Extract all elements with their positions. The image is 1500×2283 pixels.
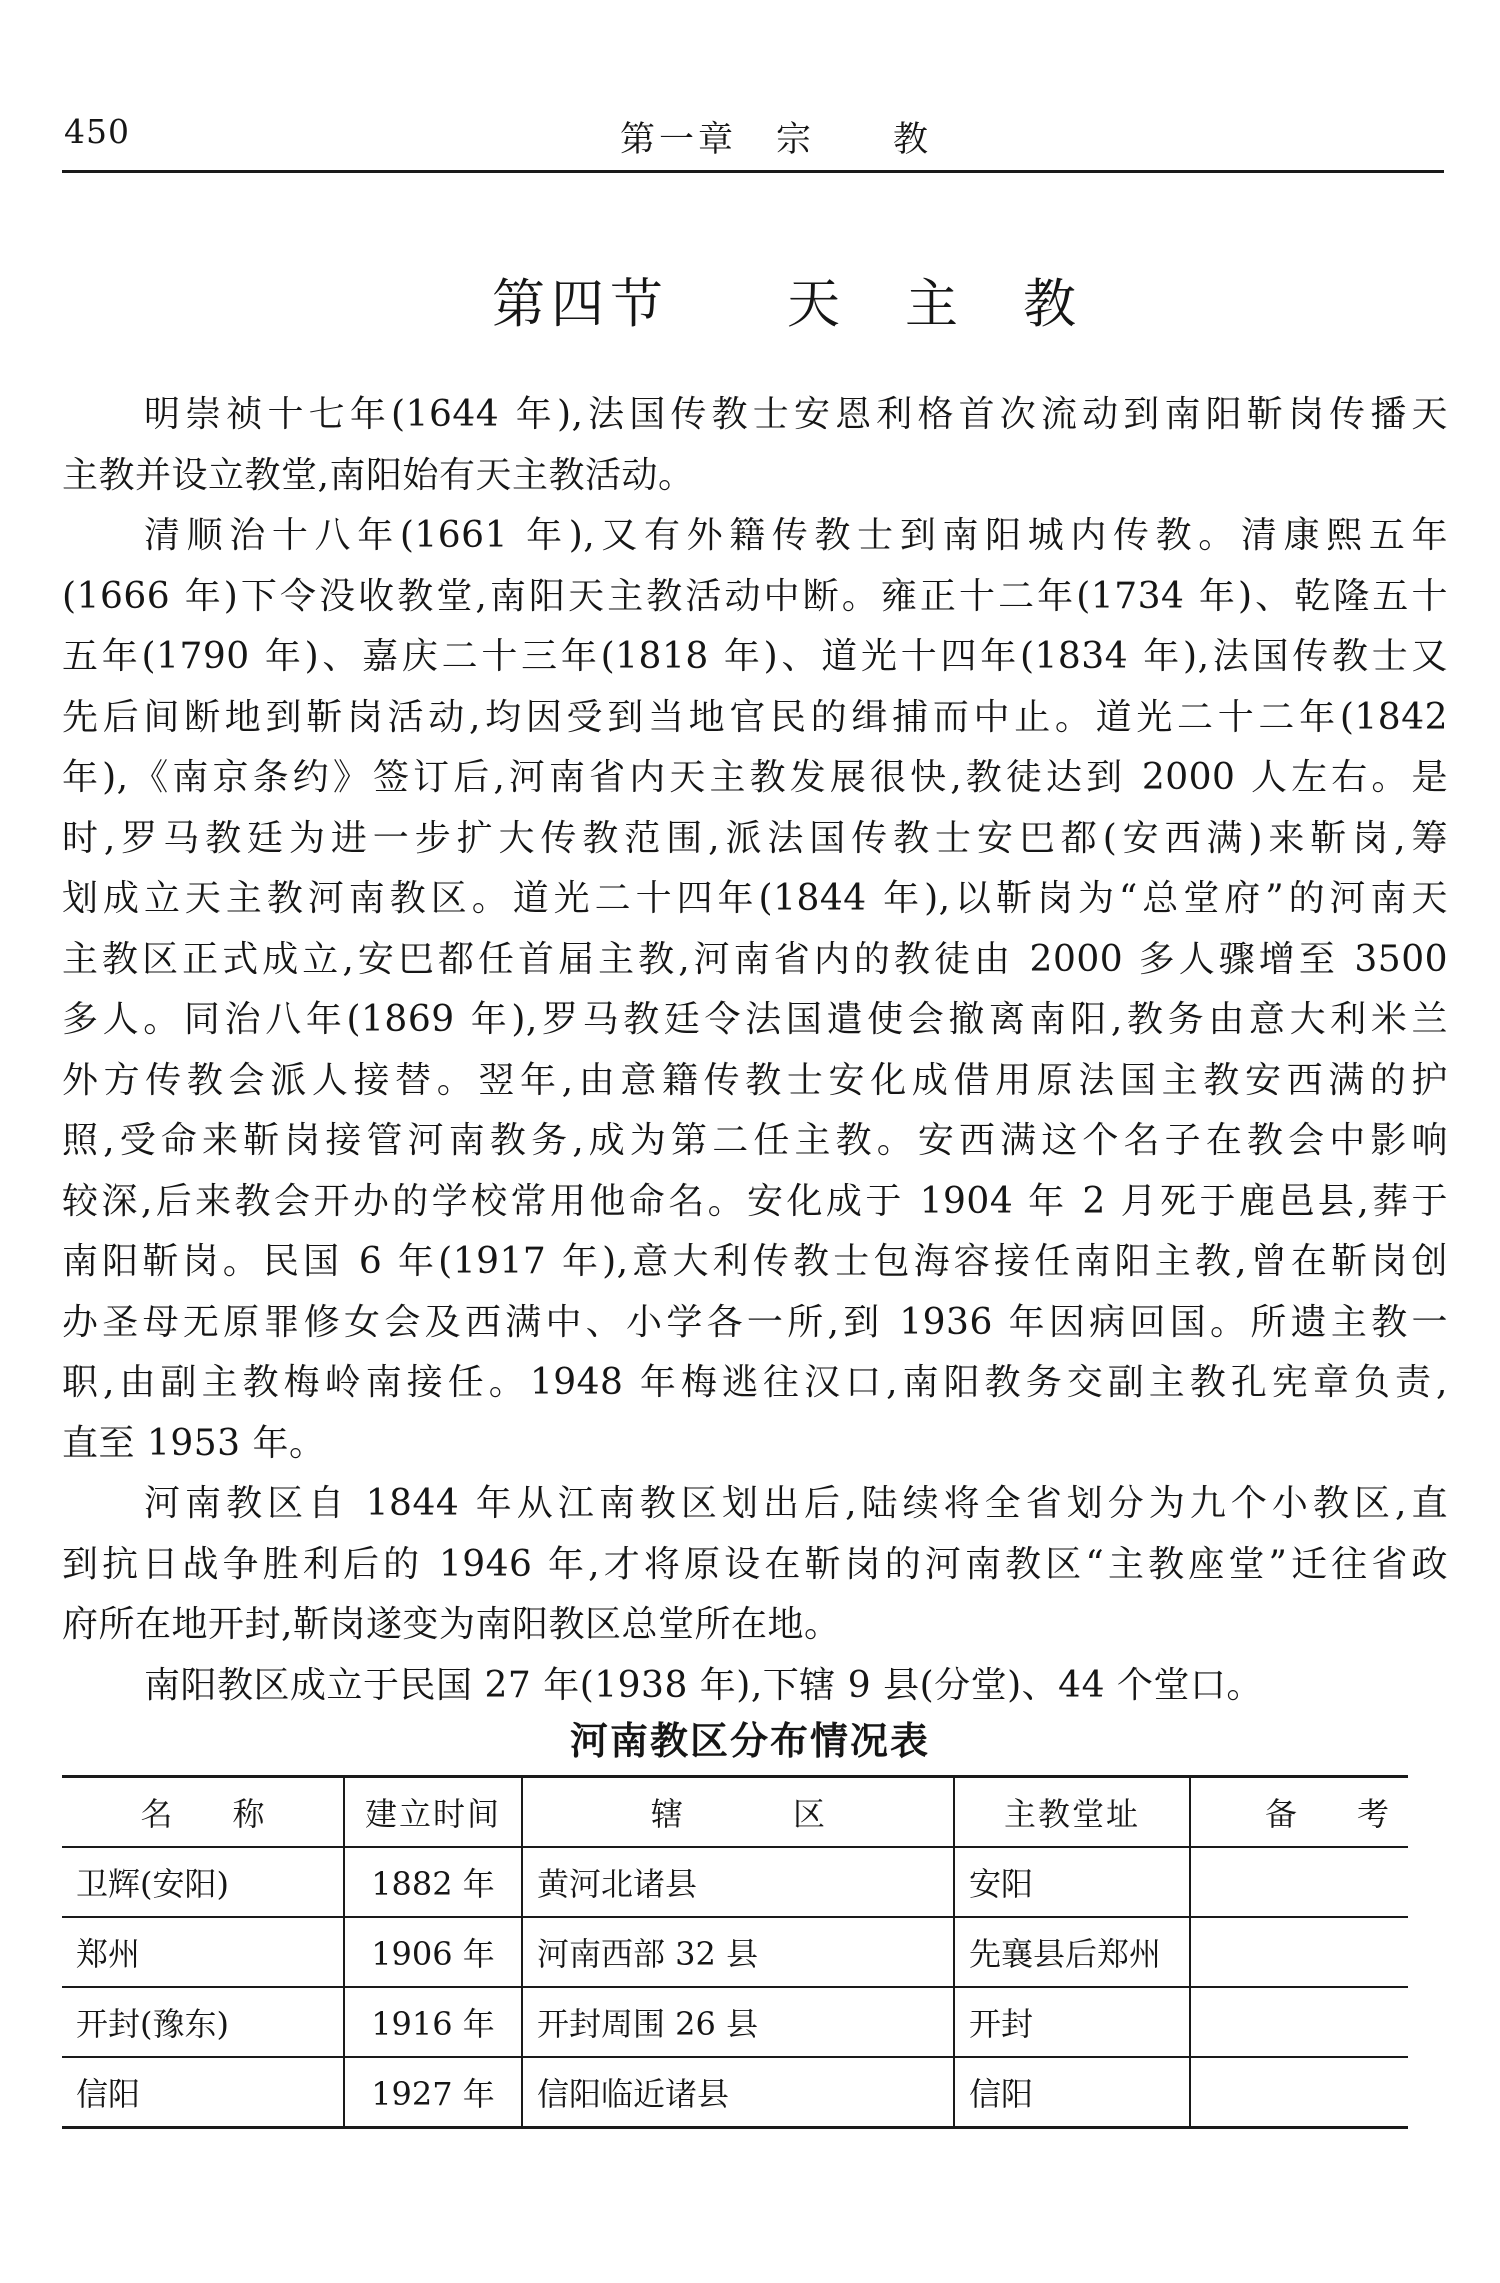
table-cell: 信阳临近诸县 bbox=[522, 2057, 954, 2128]
paragraph-1 bbox=[62, 385, 1448, 506]
table-cell: 开封 bbox=[954, 1987, 1190, 2057]
text-line: 外方传教会派人接替。翌年,由意籍传教士安化成借用原法国主教安西满的护 bbox=[62, 1059, 1448, 1101]
text-line: 南阳教区成立于民国 27 年(1938 年),下辖 9 县(分堂)、44 个堂口。 bbox=[144, 1664, 1263, 1706]
table-row bbox=[62, 1917, 1408, 1987]
text-line: 清顺治十八年(1661 年),又有外籍传教士到南阳城内传教。清康熙五年 bbox=[144, 515, 1448, 556]
text-line: 明崇祯十七年(1644 年),法国传教士安恩利格首次流动到南阳靳岗传播天 bbox=[144, 394, 1448, 435]
text-line: 主教区正式成立,安巴都任首届主教,河南省内的教徒由 2000 多人骤增至 3500 bbox=[62, 938, 1448, 980]
table-cell: 卫辉(安阳) bbox=[62, 1847, 344, 1917]
table-cell bbox=[1190, 2057, 1408, 2128]
section-title: 第四节 天 主 教 bbox=[492, 274, 1082, 335]
text-line: 职,由副主教梅岭南接任。1948 年梅逃往汉口,南阳教务交副主教孔宪章负责, bbox=[62, 1362, 1448, 1403]
paragraph-4 bbox=[62, 1656, 1448, 1717]
table-cell: 信阳 bbox=[954, 2057, 1190, 2128]
header-rule bbox=[62, 170, 1444, 173]
table-cell: 河南西部 32 县 bbox=[522, 1917, 954, 1987]
text-line: 较深,后来教会开办的学校常用他命名。安化成于 1904 年 2 月死于鹿邑县,葬于 bbox=[62, 1180, 1448, 1222]
text-line: 划成立天主教河南教区。道光二十四年(1844 年),以靳岗为“总堂府”的河南天 bbox=[62, 878, 1448, 919]
table-cell: 信阳 bbox=[62, 2057, 344, 2128]
text-line: 照,受命来靳岗接管河南教务,成为第二任主教。安西满这个名子在教会中影响 bbox=[62, 1120, 1448, 1161]
table-cell: 黄河北诸县 bbox=[522, 1847, 954, 1917]
table-cell: 郑州 bbox=[62, 1917, 344, 1987]
table-header-row bbox=[62, 1777, 1408, 1848]
table-cell bbox=[1190, 1987, 1408, 2057]
text-line: 府所在地开封,靳岗遂变为南阳教区总堂所在地。 bbox=[62, 1604, 841, 1645]
paragraph-2 bbox=[62, 506, 1448, 1474]
column-header-remarks: 备考 bbox=[1190, 1777, 1408, 1848]
column-header-cathedral-site: 主教堂址 bbox=[954, 1777, 1190, 1848]
table-row bbox=[62, 1987, 1408, 2057]
table-cell bbox=[1190, 1917, 1408, 1987]
text-line: 年),《南京条约》签订后,河南省内天主教发展很快,教徒达到 2000 人左右。是 bbox=[62, 757, 1448, 798]
page-number: 450 bbox=[64, 112, 130, 151]
table-cell: 1916 年 bbox=[344, 1987, 522, 2057]
paragraph-3 bbox=[62, 1474, 1448, 1656]
body-text bbox=[62, 385, 1448, 1716]
table-title: 河南教区分布情况表 bbox=[569, 1719, 930, 1763]
table-row bbox=[62, 2057, 1408, 2128]
diocese-table bbox=[62, 1775, 1450, 2129]
table-cell: 1927 年 bbox=[344, 2057, 522, 2128]
text-line: 办圣母无原罪修女会及西满中、小学各一所,到 1936 年因病回国。所遗主教一 bbox=[62, 1301, 1448, 1343]
table-cell: 1906 年 bbox=[344, 1917, 522, 1987]
column-header-name: 名称 bbox=[62, 1777, 344, 1848]
text-line: 直至 1953 年。 bbox=[62, 1422, 326, 1464]
chapter-title: 第一章 宗 教 bbox=[620, 120, 933, 160]
table-cell: 开封周围 26 县 bbox=[522, 1987, 954, 2057]
text-line: 多人。同治八年(1869 年),罗马教廷令法国遣使会撤离南阳,教务由意大利米兰 bbox=[62, 999, 1448, 1040]
text-line: 五年(1790 年)、嘉庆二十三年(1818 年)、道光十四年(1834 年),法国传教士又 bbox=[62, 636, 1448, 677]
text-line: 南阳靳岗。民国 6 年(1917 年),意大利传教士包海容接任南阳主教,曾在靳岗创 bbox=[62, 1241, 1448, 1282]
table-cell: 安阳 bbox=[954, 1847, 1190, 1917]
table-cell: 开封(豫东) bbox=[62, 1987, 344, 2057]
text-line: 先后间断地到靳岗活动,均因受到当地官民的缉捕而中止。道光二十二年(1842 bbox=[62, 696, 1448, 738]
column-header-established: 建立时间 bbox=[344, 1777, 522, 1848]
table-row bbox=[62, 1847, 1408, 1917]
text-line: 主教并设立教堂,南阳始有天主教活动。 bbox=[62, 454, 695, 496]
column-header-jurisdiction: 辖区 bbox=[522, 1777, 954, 1848]
table-cell: 1882 年 bbox=[344, 1847, 522, 1917]
text-line: 河南教区自 1844 年从江南教区划出后,陆续将全省划分为九个小教区,直 bbox=[144, 1483, 1448, 1524]
table-cell bbox=[1190, 1847, 1408, 1917]
text-line: (1666 年)下令没收教堂,南阳天主教活动中断。雍正十二年(1734 年)、乾隆五十 bbox=[62, 575, 1448, 617]
table-cell: 先襄县后郑州 bbox=[954, 1917, 1190, 1987]
text-line: 到抗日战争胜利后的 1946 年,才将原设在靳岗的河南教区“主教座堂”迁往省政 bbox=[62, 1543, 1448, 1585]
text-line: 时,罗马教廷为进一步扩大传教范围,派法国传教士安巴都(安西满)来靳岗,筹 bbox=[62, 817, 1448, 859]
